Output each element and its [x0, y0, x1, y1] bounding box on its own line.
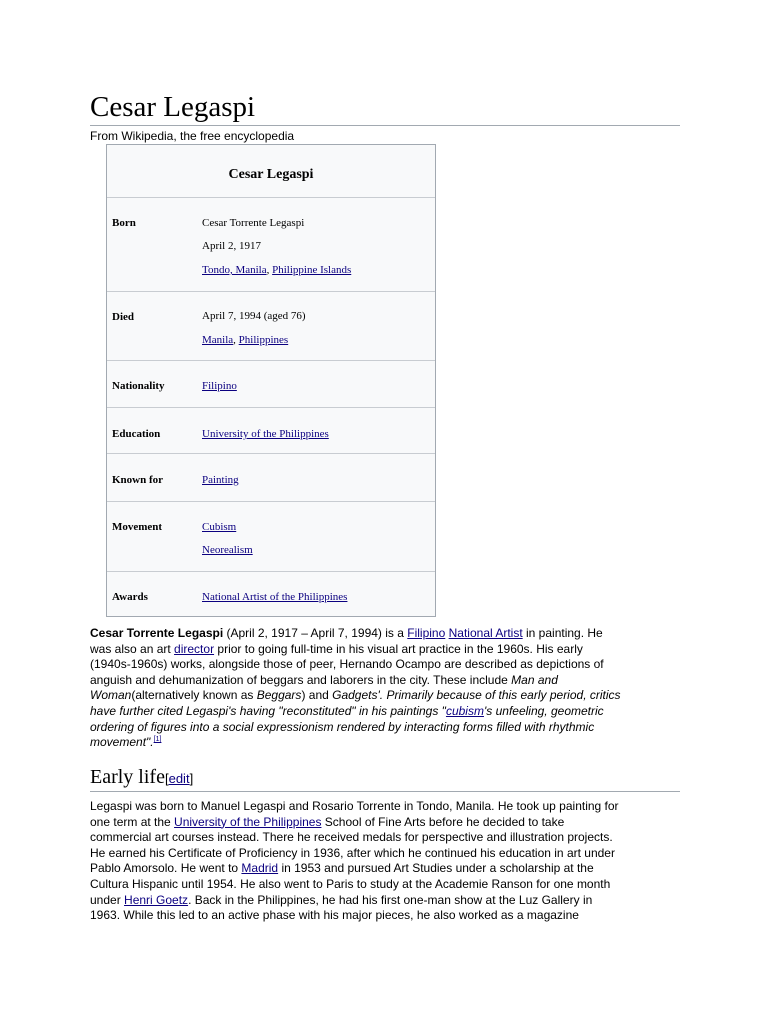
- text: (alternatively known as: [131, 688, 257, 703]
- text: School of Fine Arts before he decided to take: [321, 814, 565, 829]
- infobox-born-place: [202, 264, 351, 277]
- bracket: ]: [189, 771, 194, 786]
- infobox-awards: [202, 591, 347, 604]
- link-philippine-islands[interactable]: Philippine Islands: [272, 264, 352, 276]
- text: was also an art: [90, 641, 175, 656]
- link-cubism-inline[interactable]: cubism: [445, 703, 484, 718]
- text: He earned his Certificate of Proficiency in 1936, after which he continued his education in art under: [90, 845, 615, 860]
- text: Gadgets'. Primarily because of this early period, critics: [332, 688, 621, 703]
- link-university-of-the-philippines-inline[interactable]: University of the Philippines: [174, 814, 322, 829]
- text: under: [90, 892, 125, 907]
- section-heading-early-life: [90, 766, 193, 790]
- infobox-divider: [107, 291, 435, 292]
- infobox-label-born: Born: [112, 217, 136, 229]
- text: (1940s-1960s) works, alongside those of peer, Hernando Ocampo are described as depictions of: [90, 657, 604, 672]
- section-divider: [90, 791, 680, 792]
- link-painting[interactable]: Painting: [202, 474, 239, 486]
- text: Woman: [90, 688, 132, 703]
- link-neorealism[interactable]: Neorealism: [202, 544, 253, 556]
- text: . Back in the Philippines, he had his first one-man show at the Luz Gallery in: [188, 892, 593, 907]
- text: have further cited Legaspi's having "reconstituted" in his paintings ": [90, 703, 446, 718]
- infobox-known-for: [202, 474, 239, 487]
- infobox-separator: ,: [233, 334, 239, 346]
- text: ordering of figures into a social expressionism rendered by interacting forms filled with rhythmic: [90, 719, 595, 734]
- reference-link[interactable]: [1]: [153, 736, 162, 744]
- text: prior to going full-time in his visual art practice in the 1960s. His early: [214, 641, 583, 656]
- bracket: [: [164, 771, 169, 786]
- infobox-divider: [107, 197, 435, 198]
- link-philippines[interactable]: Philippines: [238, 334, 289, 346]
- link-tondo-manila[interactable]: Tondo, Manila: [202, 264, 267, 276]
- infobox-divider: [107, 453, 435, 454]
- link-madrid[interactable]: Madrid: [241, 861, 279, 876]
- text: (April 2, 1917 – April 7, 1994) is a: [223, 626, 408, 640]
- infobox-movement-1: [202, 521, 236, 534]
- link-henri-goetz[interactable]: Henri Goetz: [124, 892, 189, 907]
- subject-name: Cesar Torrente Legaspi: [90, 626, 224, 640]
- infobox-label-education: Education: [112, 428, 161, 440]
- link-national-artist[interactable]: National Artist of the Philippines: [202, 591, 348, 603]
- infobox-divider: [107, 407, 435, 408]
- infobox-label-movement: Movement: [112, 521, 163, 533]
- infobox-education: [202, 428, 329, 441]
- text: in 1953 and pursued Art Studies under a scholarship at the: [278, 861, 594, 876]
- intro-paragraph: [90, 626, 680, 751]
- infobox-title: Cesar Legaspi: [228, 167, 314, 182]
- infobox-born-name: Cesar Torrente Legaspi: [202, 217, 305, 229]
- text: one term at the: [90, 814, 175, 829]
- text: Cultura Hispanic until 1954. He also went to Paris to study at the Academie Ranson for one month: [90, 876, 611, 891]
- infobox-label-died: Died: [112, 311, 134, 323]
- title-divider: [90, 125, 680, 126]
- infobox-died-place: [202, 334, 288, 347]
- link-filipino-inline[interactable]: Filipino: [407, 626, 446, 640]
- text: Man and: [511, 672, 558, 687]
- infobox-label-nationality: Nationality: [112, 380, 165, 392]
- text: anguish and dehumanization of beggars and laborers in the city. These include: [90, 672, 512, 687]
- link-manila[interactable]: Manila: [202, 334, 234, 346]
- text: 's unfeeling, geometric: [483, 703, 604, 718]
- link-cubism[interactable]: Cubism: [202, 521, 237, 533]
- infobox-movement-2: [202, 544, 253, 557]
- infobox-divider: [107, 571, 435, 572]
- page-title: Cesar Legaspi: [90, 91, 256, 123]
- text: commercial art courses instead. There he received medals for perspective and illustration projects.: [90, 830, 613, 845]
- text: ) and: [301, 688, 333, 703]
- infobox-separator: ,: [266, 264, 273, 276]
- text: in painting. He: [522, 626, 603, 640]
- infobox-label-known-for: Known for: [112, 474, 164, 486]
- early-life-paragraph: [90, 799, 680, 924]
- text: Pablo Amorsolo. He went to: [90, 861, 242, 876]
- edit-link[interactable]: edit: [168, 771, 190, 786]
- infobox-divider: [107, 501, 435, 502]
- site-tagline: From Wikipedia, the free encyclopedia: [90, 129, 295, 143]
- infobox-divider: [107, 360, 435, 361]
- infobox-nationality: [202, 380, 237, 393]
- text: Beggars: [256, 688, 302, 703]
- section-title: Early life: [90, 766, 165, 788]
- infobox-born-date: April 2, 1917: [202, 240, 261, 252]
- link-director[interactable]: director: [174, 641, 215, 656]
- text: Legaspi was born to Manuel Legaspi and Rosario Torrente in Tondo, Manila. He took up painting for: [90, 799, 619, 813]
- text: movement".: [90, 735, 154, 750]
- link-university-of-the-philippines[interactable]: University of the Philippines: [202, 428, 329, 440]
- infobox-died-date: April 7, 1994 (aged 76): [202, 310, 306, 322]
- infobox: [106, 144, 436, 617]
- text: 1963. While this led to an active phase with his major pieces, he also worked as a magazine: [90, 908, 579, 923]
- link-national-artist-inline[interactable]: National Artist: [448, 626, 523, 640]
- infobox-label-awards: Awards: [112, 591, 148, 603]
- link-filipino[interactable]: Filipino: [202, 380, 237, 392]
